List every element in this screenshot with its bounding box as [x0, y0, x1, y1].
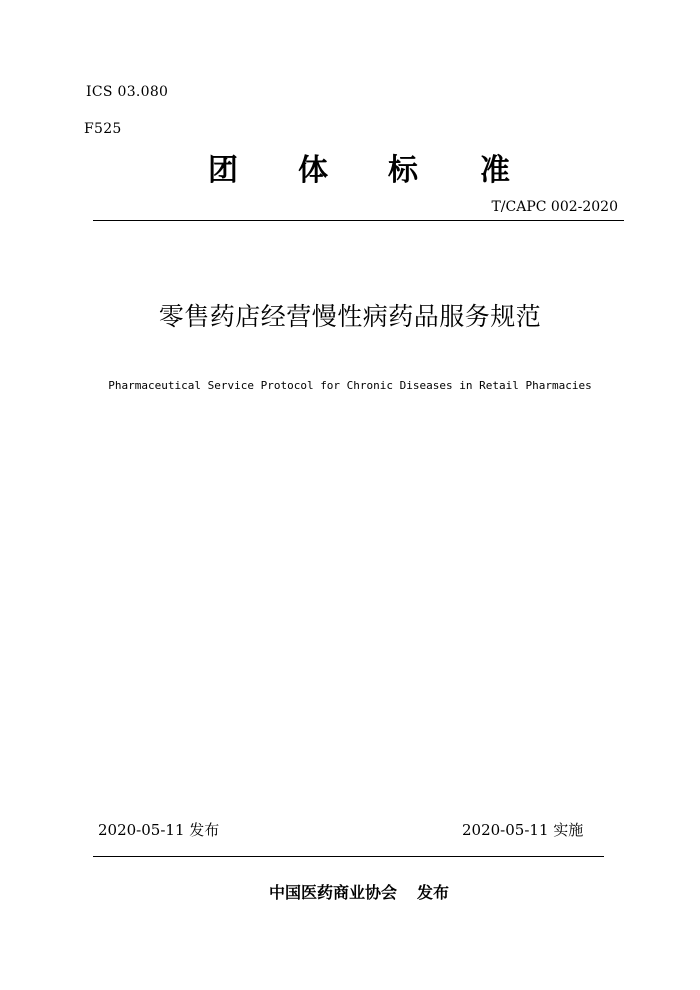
footer-divider — [93, 856, 604, 857]
ics-code: ICS 03.080 — [86, 84, 169, 100]
document-title-chinese: 零售药店经营慢性病药品服务规范 — [158, 302, 542, 331]
standard-type-char-3: 标 — [388, 153, 418, 188]
standard-type-heading — [208, 145, 528, 188]
standard-type-char-1: 团 — [208, 153, 238, 188]
classification-code: F525 — [84, 121, 122, 137]
standard-type-char-2: 体 — [298, 153, 328, 188]
issuer-action: 发布 — [417, 883, 450, 902]
document-title-english: Pharmaceutical Service Protocol for Chronic Diseases in Retail Pharmacies — [108, 379, 592, 392]
issuer — [0, 880, 700, 903]
publish-date: 2020-05-11 发布 — [98, 821, 220, 839]
standard-number: T/CAPC 002-2020 — [491, 199, 618, 215]
standard-type-char-4: 准 — [480, 153, 510, 188]
implement-date: 2020-05-11 实施 — [462, 821, 584, 839]
header-divider — [93, 220, 624, 221]
issuer-name: 中国医药商业协会 — [268, 883, 397, 902]
